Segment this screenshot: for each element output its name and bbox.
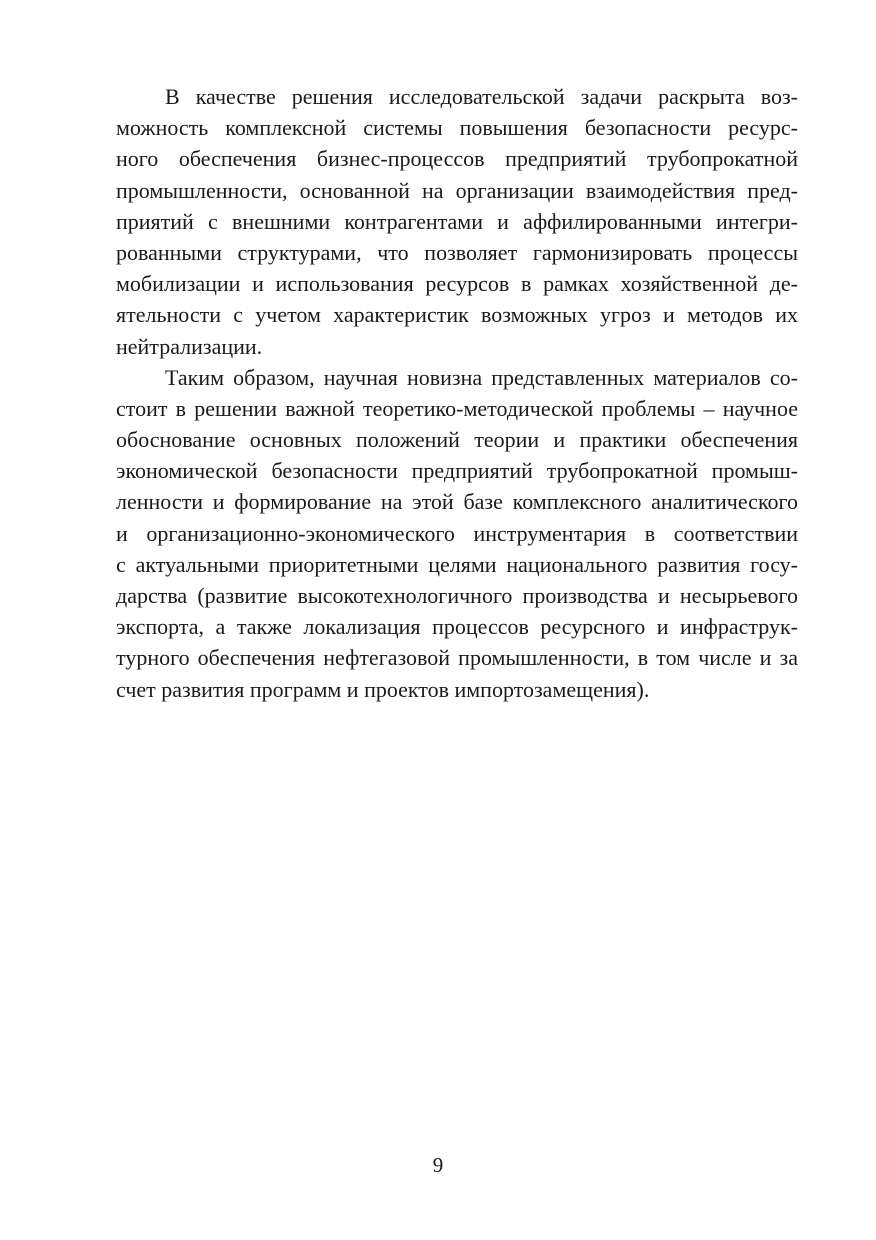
paragraph-line: ного обеспечения бизнес-процессов предприятий трубопрокатной [116,146,798,172]
paragraph-line: ятельности с учетом характеристик возможных угроз и методов их [116,302,798,328]
paragraph-line: промышленности, основанной на организации взаимодействия пред- [116,177,798,203]
paragraph-1 [116,81,798,362]
paragraph-line: мобилизации и использования ресурсов в рамках хозяйственной де- [116,271,798,297]
paragraph-line: счет развития программ и проектов импортозамещения). [116,676,650,702]
paragraph-line: ленности и формирование на этой базе комплексного аналитического [116,489,798,515]
paragraph-line: экономической безопасности предприятий трубопрокатной промыш- [116,458,798,484]
page-number: 9 [432,1153,444,1177]
paragraph-line: рованными структурами, что позволяет гармонизировать процессы [116,239,798,265]
paragraph-line: нейтрализации. [116,333,263,359]
paragraph-2 [116,362,798,705]
paragraph-line: стоит в решении важной теоретико-методической проблемы – научное [116,395,798,421]
paragraph-line: Таким образом, научная новизна представленных материалов со- [165,364,798,390]
paragraph-line: и организационно-экономического инструментария в соответствии [116,520,798,546]
paragraph-line: с актуальными приоритетными целями национального развития госу- [116,551,798,577]
paragraph-line: экспорта, а также локализация процессов ресурсного и инфраструк- [116,614,798,640]
paragraph-line: дарства (развитие высокотехнологичного производства и несырьевого [116,583,798,608]
paragraph-line: турного обеспечения нефтегазовой промышленности, в том числе и за [116,645,798,671]
paragraph-line: можность комплексной системы повышения безопасности ресурс- [116,115,798,141]
body-text [116,81,798,705]
paragraph-line: обоснование основных положений теории и практики обеспечения [116,427,798,453]
paragraph-line: приятий с внешними контрагентами и аффилированными интегри- [116,208,798,234]
paragraph-line: В качестве решения исследовательской задачи раскрыта воз- [165,84,798,109]
